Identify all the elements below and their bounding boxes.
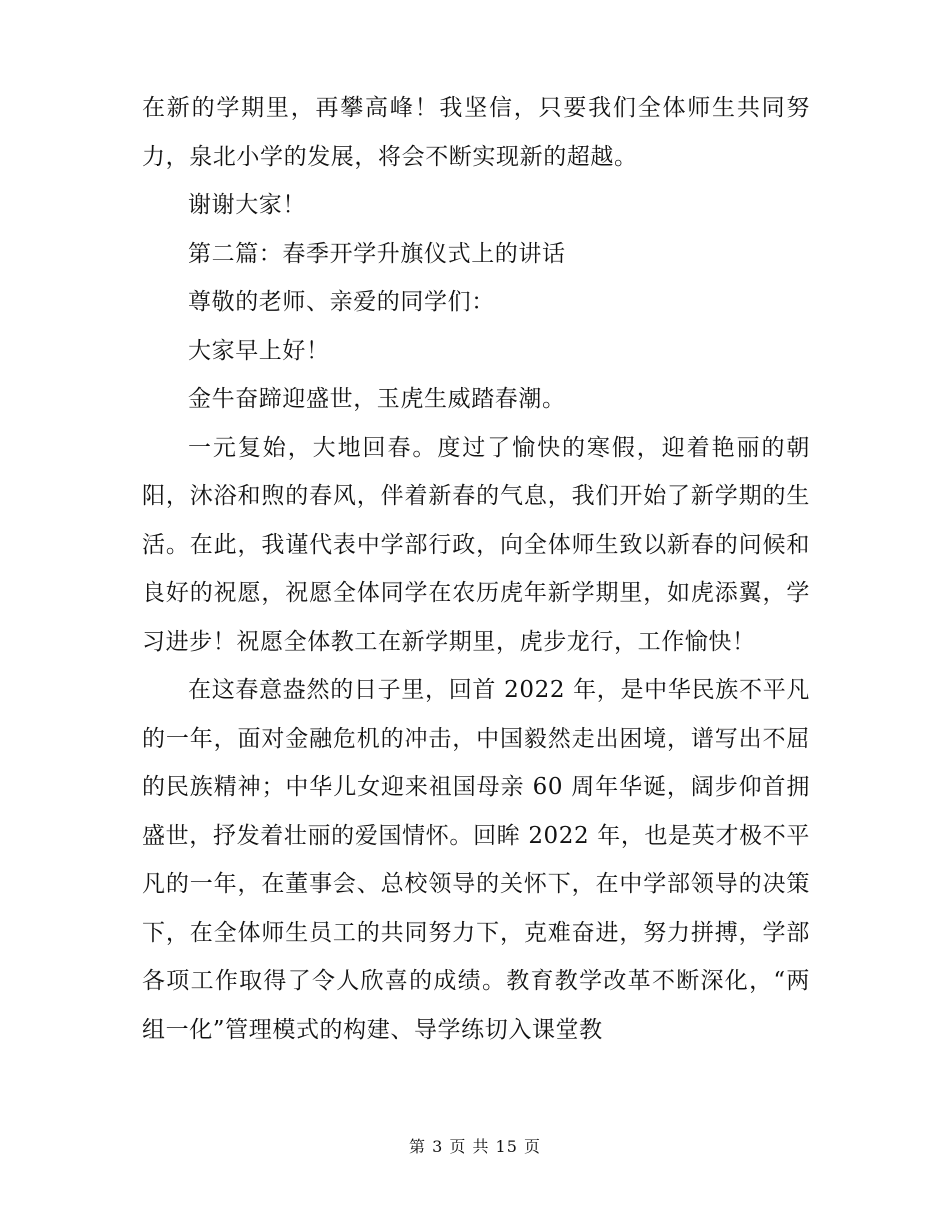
- section-heading: 第二篇：春季开学升旗仪式上的讲话: [188, 240, 566, 267]
- greeting: 大家早上好！: [188, 337, 330, 364]
- paragraph-7: 一元复始，大地回春。度过了愉快的寒假，迎着艳丽的朝阳，沐浴和煦的春风，伴着新春的气息，我们开始了新学期的生活。在此，我谨代表中学部行政，向全体师生致以新春的问候和良好的祝愿，祝愿全体同学在农历虎年新学期里，如虎添翼，学习进步！祝愿全体教工在新学期里，虎步龙行，工作愉快！: [142, 434, 810, 655]
- page-footer: [0, 1134, 950, 1157]
- paragraph-2: 谢谢大家！: [188, 192, 306, 218]
- couplet: 金牛奋蹄迎盛世，玉虎生威踏春潮。: [188, 386, 566, 412]
- paragraph-1: 在新的学期里，再攀高峰！我坚信，只要我们全体师生共同努力，泉北小学的发展，将会不断实现新的超越。: [142, 95, 810, 170]
- paragraph-8: 在这春意盎然的日子里，回首 2022 年，是中华民族不平凡的一年，面对金融危机的冲击，中国毅然走出困境，谱写出不屈的民族精神；中华儿女迎来祖国母亲 60 周年华诞，阔步仰首拥盛世，抒发着壮丽的爱国情怀。回眸 2022 年，也是英才极不平凡的一年，在董事会、总校领导的关怀下，在中学部领导的决策下，在全体师生员工的共同努力下，克难奋进，努力拼搏，学部各项工作取得了令人欣喜的成绩。教育教学改革不断深化，“两组一化”管理模式的构建、导学练切入课堂教: [142, 677, 810, 1043]
- salutation: 尊敬的老师、亲爱的同学们：: [188, 289, 495, 315]
- page-number: 第 3 页 共 15 页: [409, 1137, 541, 1156]
- document-body: [142, 84, 810, 1054]
